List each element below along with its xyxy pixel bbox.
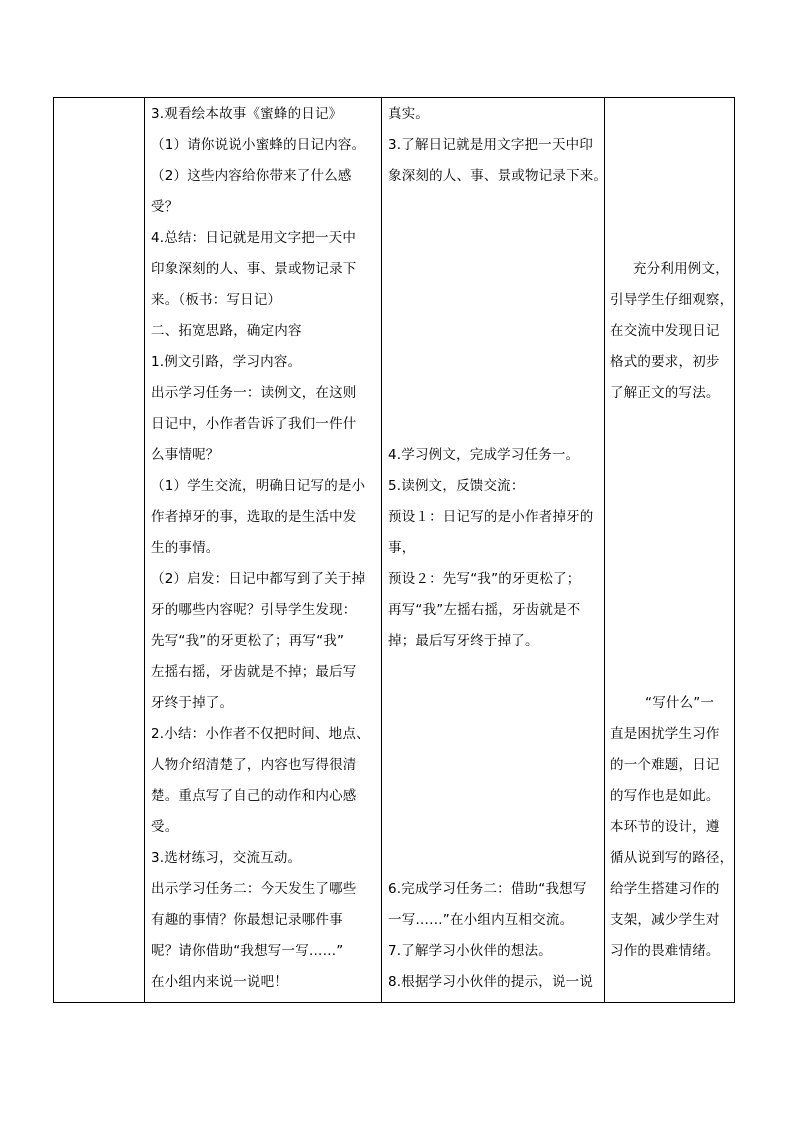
teacher-activity-line: 楚。重点写了自己的动作和内心感 [151,788,357,804]
design-intent-line: 支架，减少学生对 [610,912,720,928]
design-intent-line: 引导学生仔细观察， [610,292,734,308]
teacher-activity-line: （1）学生交流，明确日记写的是小 [151,478,366,494]
design-intent-line: 充分利用例文， [633,261,729,277]
design-intent-line: 格式的要求，初步 [610,354,720,370]
design-intent-line: 的一个难题，日记 [610,757,720,773]
teacher-activity-line: 2.小结：小作者不仅把时间、地点、 [151,726,370,742]
student-activity-line: 一写……”在小组内互相交流。 [388,912,574,928]
student-activity-line: 真实。 [388,106,430,122]
teacher-activity-line: 受。 [151,819,179,835]
student-activity-line: 预设１：日记写的是小作者掉牙的 [388,509,594,525]
student-activity-line: 5.读例文，反馈交流： [388,478,525,494]
teacher-activity-line: 3.选材练习，交流互动。 [151,850,302,866]
teacher-activity-line: （1）请你说说小蜜蜂的日记内容。 [151,137,366,153]
teacher-activity-line: 受？ [151,199,179,215]
design-intent-line: 循从说到写的路径， [610,850,734,866]
teacher-activity-line: 二、拓宽思路，确定内容 [151,323,302,339]
design-intent-cell [605,98,735,1003]
teacher-activity-line: 印象深刻的人、事、景或物记录下 [151,261,357,277]
teacher-activity-line: 人物介绍清楚了，内容也写得很清 [151,757,357,773]
teacher-activity-line: （2）这些内容给你带来了什么感 [151,168,352,184]
teacher-activity-line: 3.观看绘本故事《蜜蜂的日记》 [151,106,343,122]
teacher-activity-cell [145,98,382,1003]
student-activity-line: 掉；最后写牙终于掉了。 [388,633,539,649]
teacher-activity-line: 4.总结：日记就是用文字把一天中 [151,230,357,246]
teacher-activity-line: 有趣的事情？你最想记录哪件事 [151,912,343,928]
design-intent-line: 了解正文的写法。 [610,385,720,401]
teacher-activity-line: 日记中，小作者告诉了我们一件什 [151,416,357,432]
table-row [54,98,735,1003]
teacher-activity-line: 生的事情。 [151,540,220,556]
student-activity-line: 象深刻的人、事、景或物记录下来。 [388,168,608,184]
teacher-activity-line: 1.例文引路，学习内容。 [151,354,302,370]
student-activity-line: 再写“我”左摇右摇，牙齿就是不 [388,602,581,618]
student-activity-line: 事， [388,540,416,556]
student-activity-line: 6.完成学习任务二：借助“我想写 [388,881,587,897]
design-intent-line: 直是困扰学生习作 [610,726,720,742]
design-intent-line: “写什么”一 [645,695,715,711]
student-activity-cell [382,98,608,1003]
teacher-activity-line: 牙终于掉了。 [151,695,234,711]
student-activity-line: 7.了解学习小伙伴的想法。 [388,943,552,959]
design-intent-line: 在交流中发现日记 [610,323,720,339]
stage-column-cell [54,98,145,1003]
teacher-activity-line: （2）启发：日记中都写到了关于掉 [151,571,366,587]
design-intent-line: 习作的畏难情绪。 [610,943,720,959]
teacher-activity-line: 左摇右摇，牙齿就是不掉；最后写 [151,664,357,680]
teacher-activity-line: 呢？请你借助“我想写一写……” [151,943,344,959]
student-activity-line: 预设２：先写“我”的牙更松了； [388,571,581,587]
teacher-activity-line: 出示学习任务二：今天发生了哪些 [151,881,357,897]
teacher-activity-line: 作者掉牙的事，选取的是生活中发 [151,509,357,525]
teacher-activity-line: 么事情呢？ [151,447,220,463]
teacher-activity-line: 先写“我”的牙更松了；再写“我” [151,633,345,649]
design-intent-line: 给学生搭建习作的 [610,881,720,897]
student-activity-line: 3.了解日记就是用文字把一天中印 [388,137,594,153]
design-intent-line: 本环节的设计，遵 [610,819,720,835]
teacher-activity-line: 来。（板书：写日记） [151,292,282,308]
student-activity-line: 4.学习例文，完成学习任务一。 [388,447,580,463]
teacher-activity-line: 牙的哪些内容呢？引导学生发现： [151,602,357,618]
teacher-activity-line: 在小组内来说一说吧！ [151,974,288,990]
lesson-plan-table [53,97,735,1003]
teacher-activity-line: 出示学习任务一：读例文，在这则 [151,385,357,401]
design-intent-line: 的写作也是如此。 [610,788,720,804]
student-activity-line: 8.根据学习小伙伴的提示，说一说 [388,974,594,990]
